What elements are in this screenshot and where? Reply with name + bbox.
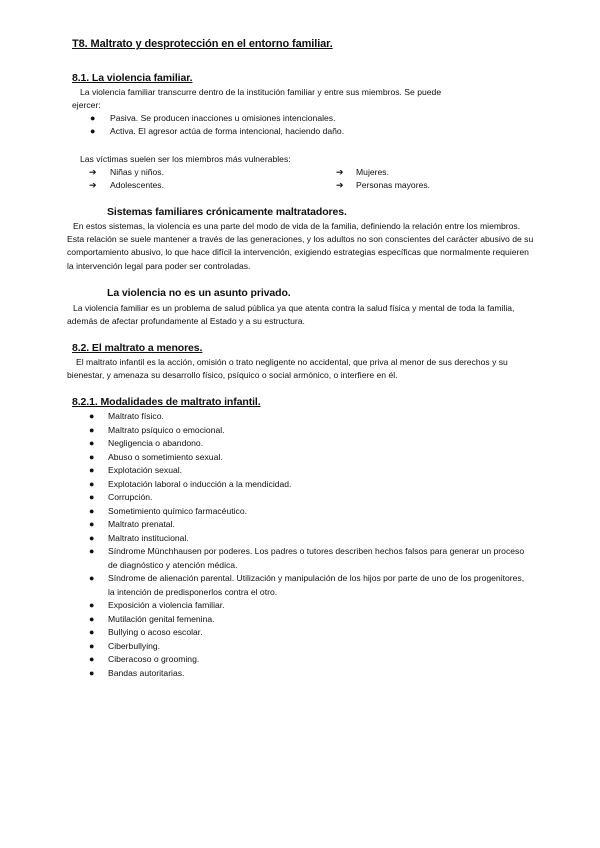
victims-intro: Las víctimas suelen ser los miembros más vulnerables: (80, 154, 291, 164)
paragraph-sistemas: En estos sistemas, la violencia es una parte del modo de vida de la familia, definiendo la relación entre los miembros. Esta relación se suele mantener a través de las generaciones, y los adultos no son conscientes del carácter abusivo de su comportamiento abusivo, lo que hace difícil la intervención, exigiendo estrategias específicas que normalmente requieren la intervención legal para poder ser controladas. (67, 221, 534, 271)
bullet-dot-icon: ● (89, 573, 95, 583)
bullet-dot-icon: ● (89, 627, 95, 637)
modalidades-list (89, 410, 529, 680)
list-item (89, 545, 529, 572)
list-item (89, 532, 529, 546)
bullet-dot-icon: ● (89, 492, 95, 502)
bullet-dot-icon: ● (89, 465, 95, 475)
list-item-text: Ciberbullying. (108, 640, 161, 651)
bullet-dot-icon: ● (89, 411, 95, 421)
list-item-text: Ciberacoso o grooming. (108, 654, 200, 664)
document-title: T8. Maltrato y desprotección en el entorno familiar. (72, 38, 333, 50)
subheading-asunto-privado: La violencia no es un asunto privado. (107, 287, 291, 299)
right-arrow-icon: ➔ (336, 180, 344, 190)
intro-line-1: La violencia familiar transcurre dentro de la institución familiar y entre sus miembros. Se puede (80, 87, 442, 97)
list-item-text: Síndrome de alienación parental. Utilización y manipulación de los hijos por parte de uno de los progenitores, la intención de predisponerlos contra el otro. (108, 573, 525, 597)
list-item (89, 653, 529, 667)
list-item-text: Explotación laboral o inducción a la mendicidad. (108, 478, 292, 489)
intro-line-2: ejercer: (72, 100, 101, 110)
right-arrow-icon: ➔ (89, 167, 97, 177)
list-item-text: Mutilación genital femenina. (108, 613, 215, 624)
list-item-pasiva: Pasiva. Se producen inacciones u omisiones intencionales. (110, 113, 336, 123)
bullet-dot-icon: ● (89, 546, 95, 556)
list-item-text: Bullying o acoso escolar. (108, 627, 203, 637)
victim-item: Niñas y niños. (110, 167, 164, 177)
list-item (89, 599, 529, 613)
bullet-dot-icon: ● (89, 600, 95, 610)
list-item (89, 464, 529, 478)
paragraph-asunto-privado: La violencia familiar es un problema de salud pública ya que atenta contra la salud física y mental de toda la familia, además de afectar profundamente al Estado y a su estructura. (67, 303, 515, 327)
bullet-dot-icon: ● (90, 113, 96, 123)
list-item (89, 491, 529, 505)
list-item-activa: Activa. El agresor actúa de forma intencional, haciendo daño. (110, 126, 345, 136)
bullet-dot-icon: ● (89, 519, 95, 529)
victim-item: Adolescentes. (110, 180, 164, 190)
bullet-dot-icon: ● (89, 613, 95, 624)
bullet-dot-icon: ● (89, 640, 95, 651)
list-item (89, 626, 529, 640)
list-item (89, 613, 529, 627)
bullet-dot-icon: ● (90, 126, 96, 136)
list-item-text: Maltrato psíquico o emocional. (108, 424, 225, 435)
list-item-text: Maltrato físico. (108, 411, 164, 421)
list-item (89, 518, 529, 532)
right-arrow-icon: ➔ (89, 180, 97, 190)
section-heading-violencia-familiar: 8.1. La violencia familiar. (72, 72, 193, 84)
list-item-text: Abuso o sometimiento sexual. (108, 451, 223, 462)
list-item (89, 667, 529, 681)
bullet-dot-icon: ● (89, 424, 95, 435)
list-item (89, 437, 529, 451)
list-item (89, 451, 529, 465)
bullet-dot-icon: ● (89, 532, 95, 543)
bullet-dot-icon: ● (89, 451, 95, 462)
list-item-text: Negligencia o abandono. (108, 438, 204, 448)
list-item-text: Bandas autoritarias. (108, 667, 185, 678)
list-item-text: Exposición a violencia familiar. (108, 600, 225, 610)
list-item (89, 410, 529, 424)
section-heading-maltrato-menores: 8.2. El maltrato a menores. (72, 342, 203, 354)
bullet-dot-icon: ● (89, 478, 95, 489)
bullet-dot-icon: ● (89, 654, 95, 664)
list-item-text: Síndrome Münchhausen por poderes. Los padres o tutores describen hechos falsos para generar un proceso de diagnóstico y atención médica. (108, 546, 525, 570)
list-item-text: Maltrato institucional. (108, 532, 189, 543)
subheading-sistemas: Sistemas familiares crónicamente maltratadores. (107, 206, 347, 218)
section-heading-modalidades: 8.2.1. Modalidades de maltrato infantil. (72, 396, 261, 408)
list-item (89, 424, 529, 438)
list-item-text: Sometimiento químico farmacéutico. (108, 505, 247, 516)
list-item (89, 478, 529, 492)
bullet-dot-icon: ● (89, 438, 95, 448)
paragraph-maltrato-infantil: El maltrato infantil es la acción, omisión o trato negligente no accidental, que priva al menor de sus derechos y su bienestar, y amenaza su desarrollo físico, psíquico o social armónico, o interfiere en él. (67, 357, 508, 381)
victim-item: Personas mayores. (356, 180, 431, 190)
list-item-text: Maltrato prenatal. (108, 519, 175, 529)
bullet-dot-icon: ● (89, 667, 95, 678)
right-arrow-icon: ➔ (336, 167, 344, 177)
list-item-text: Corrupción. (108, 492, 153, 502)
list-item (89, 505, 529, 519)
list-item (89, 572, 529, 599)
list-item (89, 640, 529, 654)
victim-item: Mujeres. (356, 167, 389, 177)
list-item-text: Explotación sexual. (108, 465, 183, 475)
bullet-dot-icon: ● (89, 505, 95, 516)
